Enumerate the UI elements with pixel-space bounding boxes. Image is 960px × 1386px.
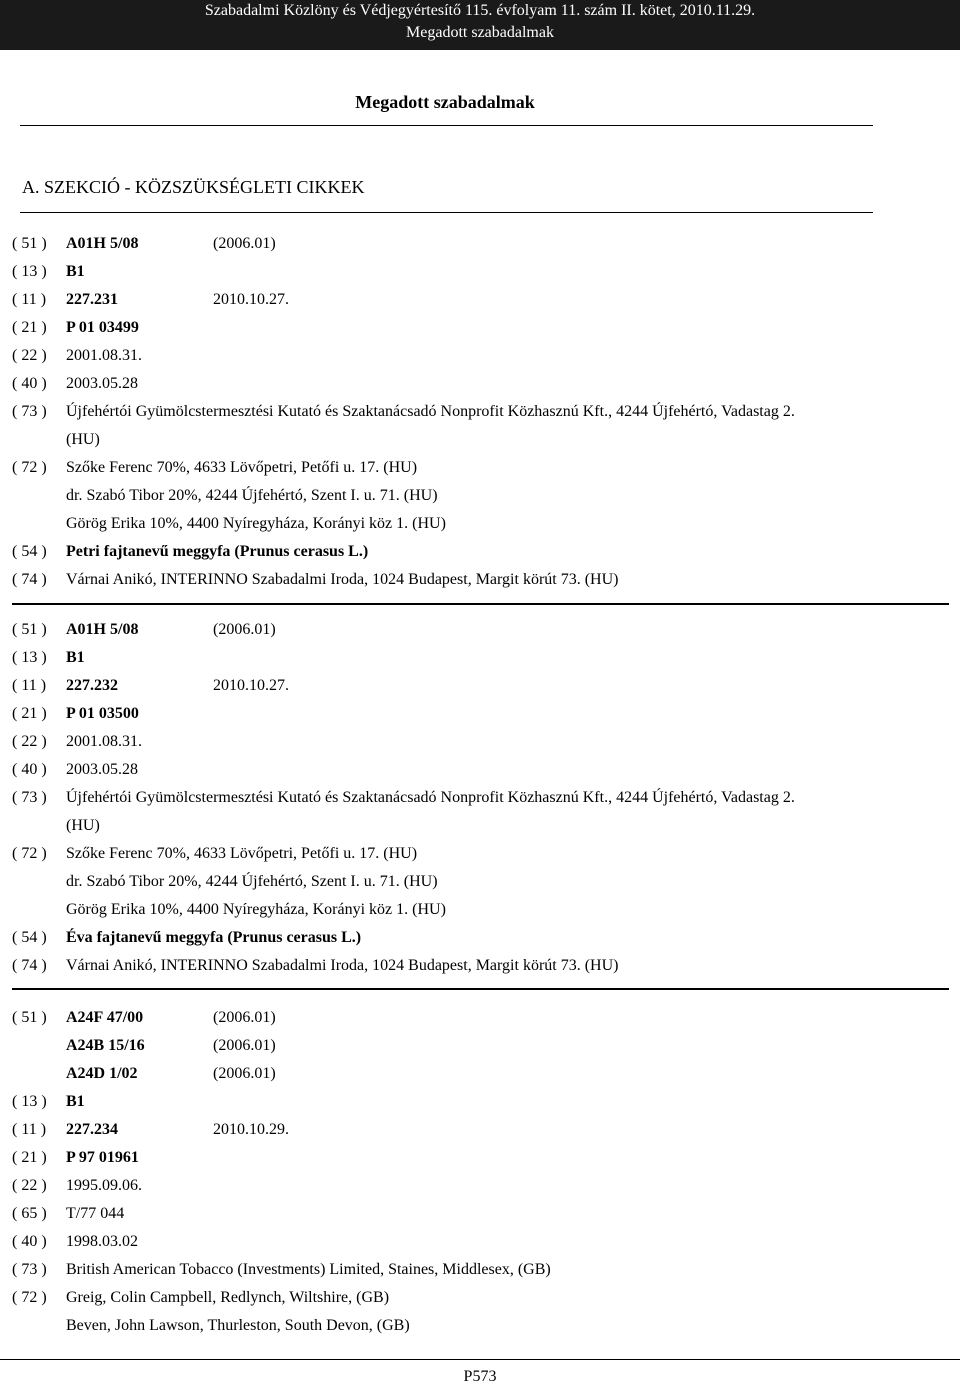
agent: Várnai Anikó, INTERINNO Szabadalmi Iroda, 1024 Budapest, Margit körút 73. (HU) [66, 957, 619, 974]
inid-13: ( 13 ) [12, 263, 47, 280]
grant-date: 2010.10.29. [213, 1121, 289, 1138]
holder-country: (HU) [66, 431, 100, 448]
inid-40: ( 40 ) [12, 375, 47, 392]
ipc-version: (2006.01) [213, 1009, 276, 1026]
inventor: Görög Erika 10%, 4400 Nyíregyháza, Korányi köz 1. (HU) [66, 901, 446, 918]
agent: Várnai Anikó, INTERINNO Szabadalmi Iroda, 1024 Budapest, Margit körút 73. (HU) [66, 571, 619, 588]
inid-11: ( 11 ) [12, 1121, 47, 1138]
inid-11: ( 11 ) [12, 677, 47, 694]
inid-74: ( 74 ) [12, 957, 47, 974]
header-section-line: Megadott szabadalmak [406, 24, 554, 41]
inid-22: ( 22 ) [12, 347, 47, 364]
publication-date: 1998.03.02 [66, 1233, 138, 1250]
inid-40: ( 40 ) [12, 1233, 47, 1250]
grant-date: 2010.10.27. [213, 291, 289, 308]
footer-rule [0, 1359, 960, 1360]
filing-date: 2001.08.31. [66, 733, 142, 750]
ipc-class: A01H 5/08 [66, 621, 139, 638]
holder-country: (HU) [66, 817, 100, 834]
inventor: Szőke Ferenc 70%, 4633 Lövőpetri, Petőfi u. 17. (HU) [66, 845, 418, 862]
inid-40: ( 40 ) [12, 761, 47, 778]
ipc-version: (2006.01) [213, 621, 276, 638]
inventor: dr. Szabó Tibor 20%, 4244 Újfehértó, Szent I. u. 71. (HU) [66, 487, 438, 504]
inid-21: ( 21 ) [12, 319, 47, 336]
prior-publication: T/77 044 [66, 1205, 125, 1222]
patent-holder: Újfehértói Gyümölcstermesztési Kutató és Szaktanácsadó Nonprofit Közhasznú Kft., 4244 Újfehértó, Vadastag 2. [66, 789, 795, 806]
record-separator [12, 988, 949, 990]
filing-date: 1995.09.06. [66, 1177, 142, 1194]
ipc-version: (2006.01) [213, 1037, 276, 1054]
kind-code: B1 [66, 263, 85, 280]
inid-13: ( 13 ) [12, 649, 47, 666]
patent-holder: Újfehértói Gyümölcstermesztési Kutató és Szaktanácsadó Nonprofit Közhasznú Kft., 4244 Újfehértó, Vadastag 2. [66, 403, 795, 420]
invention-title: Éva fajtanevű meggyfa (Prunus cerasus L.) [66, 929, 362, 946]
inventor: Szőke Ferenc 70%, 4633 Lövőpetri, Petőfi u. 17. (HU) [66, 459, 418, 476]
publication-date: 2003.05.28 [66, 761, 138, 778]
patent-number: 227.232 [66, 677, 118, 694]
inid-51: ( 51 ) [12, 235, 47, 252]
inid-72: ( 72 ) [12, 845, 47, 862]
inid-13: ( 13 ) [12, 1093, 47, 1110]
record-separator [12, 603, 949, 605]
inid-54: ( 54 ) [12, 543, 47, 560]
kind-code: B1 [66, 649, 85, 666]
inid-22: ( 22 ) [12, 733, 47, 750]
patent-number: 227.231 [66, 291, 118, 308]
inid-54: ( 54 ) [12, 929, 47, 946]
inid-51: ( 51 ) [12, 1009, 47, 1026]
page-number: P573 [463, 1368, 497, 1385]
invention-title: Petri fajtanevű meggyfa (Prunus cerasus L.) [66, 543, 369, 560]
filing-date: 2001.08.31. [66, 347, 142, 364]
publication-header [0, 0, 960, 50]
title-rule [20, 125, 873, 126]
publication-date: 2003.05.28 [66, 375, 138, 392]
inid-74: ( 74 ) [12, 571, 47, 588]
inid-73: ( 73 ) [12, 789, 47, 806]
kind-code: B1 [66, 1093, 85, 1110]
inventor: dr. Szabó Tibor 20%, 4244 Újfehértó, Szent I. u. 71. (HU) [66, 873, 438, 890]
patent-holder: British American Tobacco (Investments) Limited, Staines, Middlesex, (GB) [66, 1261, 551, 1278]
ipc-version: (2006.01) [213, 1065, 276, 1082]
application-number: P 01 03499 [66, 319, 139, 336]
inventor: Beven, John Lawson, Thurleston, South Devon, (GB) [66, 1317, 410, 1334]
inventor: Görög Erika 10%, 4400 Nyíregyháza, Korányi köz 1. (HU) [66, 515, 446, 532]
inid-72: ( 72 ) [12, 1289, 47, 1306]
grant-date: 2010.10.27. [213, 677, 289, 694]
inid-73: ( 73 ) [12, 1261, 47, 1278]
ipc-class: A24B 15/16 [66, 1037, 145, 1054]
header-publication-line: Szabadalmi Közlöny és Védjegyértesítő 115. évfolyam 11. szám II. kötet, 2010.11.29. [204, 2, 756, 19]
inid-73: ( 73 ) [12, 403, 47, 420]
section-heading: A. SZEKCIÓ - KÖZSZÜKSÉGLETI CIKKEK [22, 177, 365, 197]
inid-72: ( 72 ) [12, 459, 47, 476]
inventor: Greig, Colin Campbell, Redlynch, Wiltshire, (GB) [66, 1289, 390, 1306]
section-rule [20, 212, 873, 213]
ipc-version: (2006.01) [213, 235, 276, 252]
patent-number: 227.234 [66, 1121, 118, 1138]
application-number: P 01 03500 [66, 705, 139, 722]
page-title: Megadott szabadalmak [355, 92, 535, 112]
inid-11: ( 11 ) [12, 291, 47, 308]
inid-21: ( 21 ) [12, 705, 47, 722]
ipc-class: A24D 1/02 [66, 1065, 138, 1082]
ipc-class: A01H 5/08 [66, 235, 139, 252]
ipc-class: A24F 47/00 [66, 1009, 144, 1026]
inid-22: ( 22 ) [12, 1177, 47, 1194]
inid-51: ( 51 ) [12, 621, 47, 638]
inid-21: ( 21 ) [12, 1149, 47, 1166]
inid-65: ( 65 ) [12, 1205, 47, 1222]
application-number: P 97 01961 [66, 1149, 139, 1166]
